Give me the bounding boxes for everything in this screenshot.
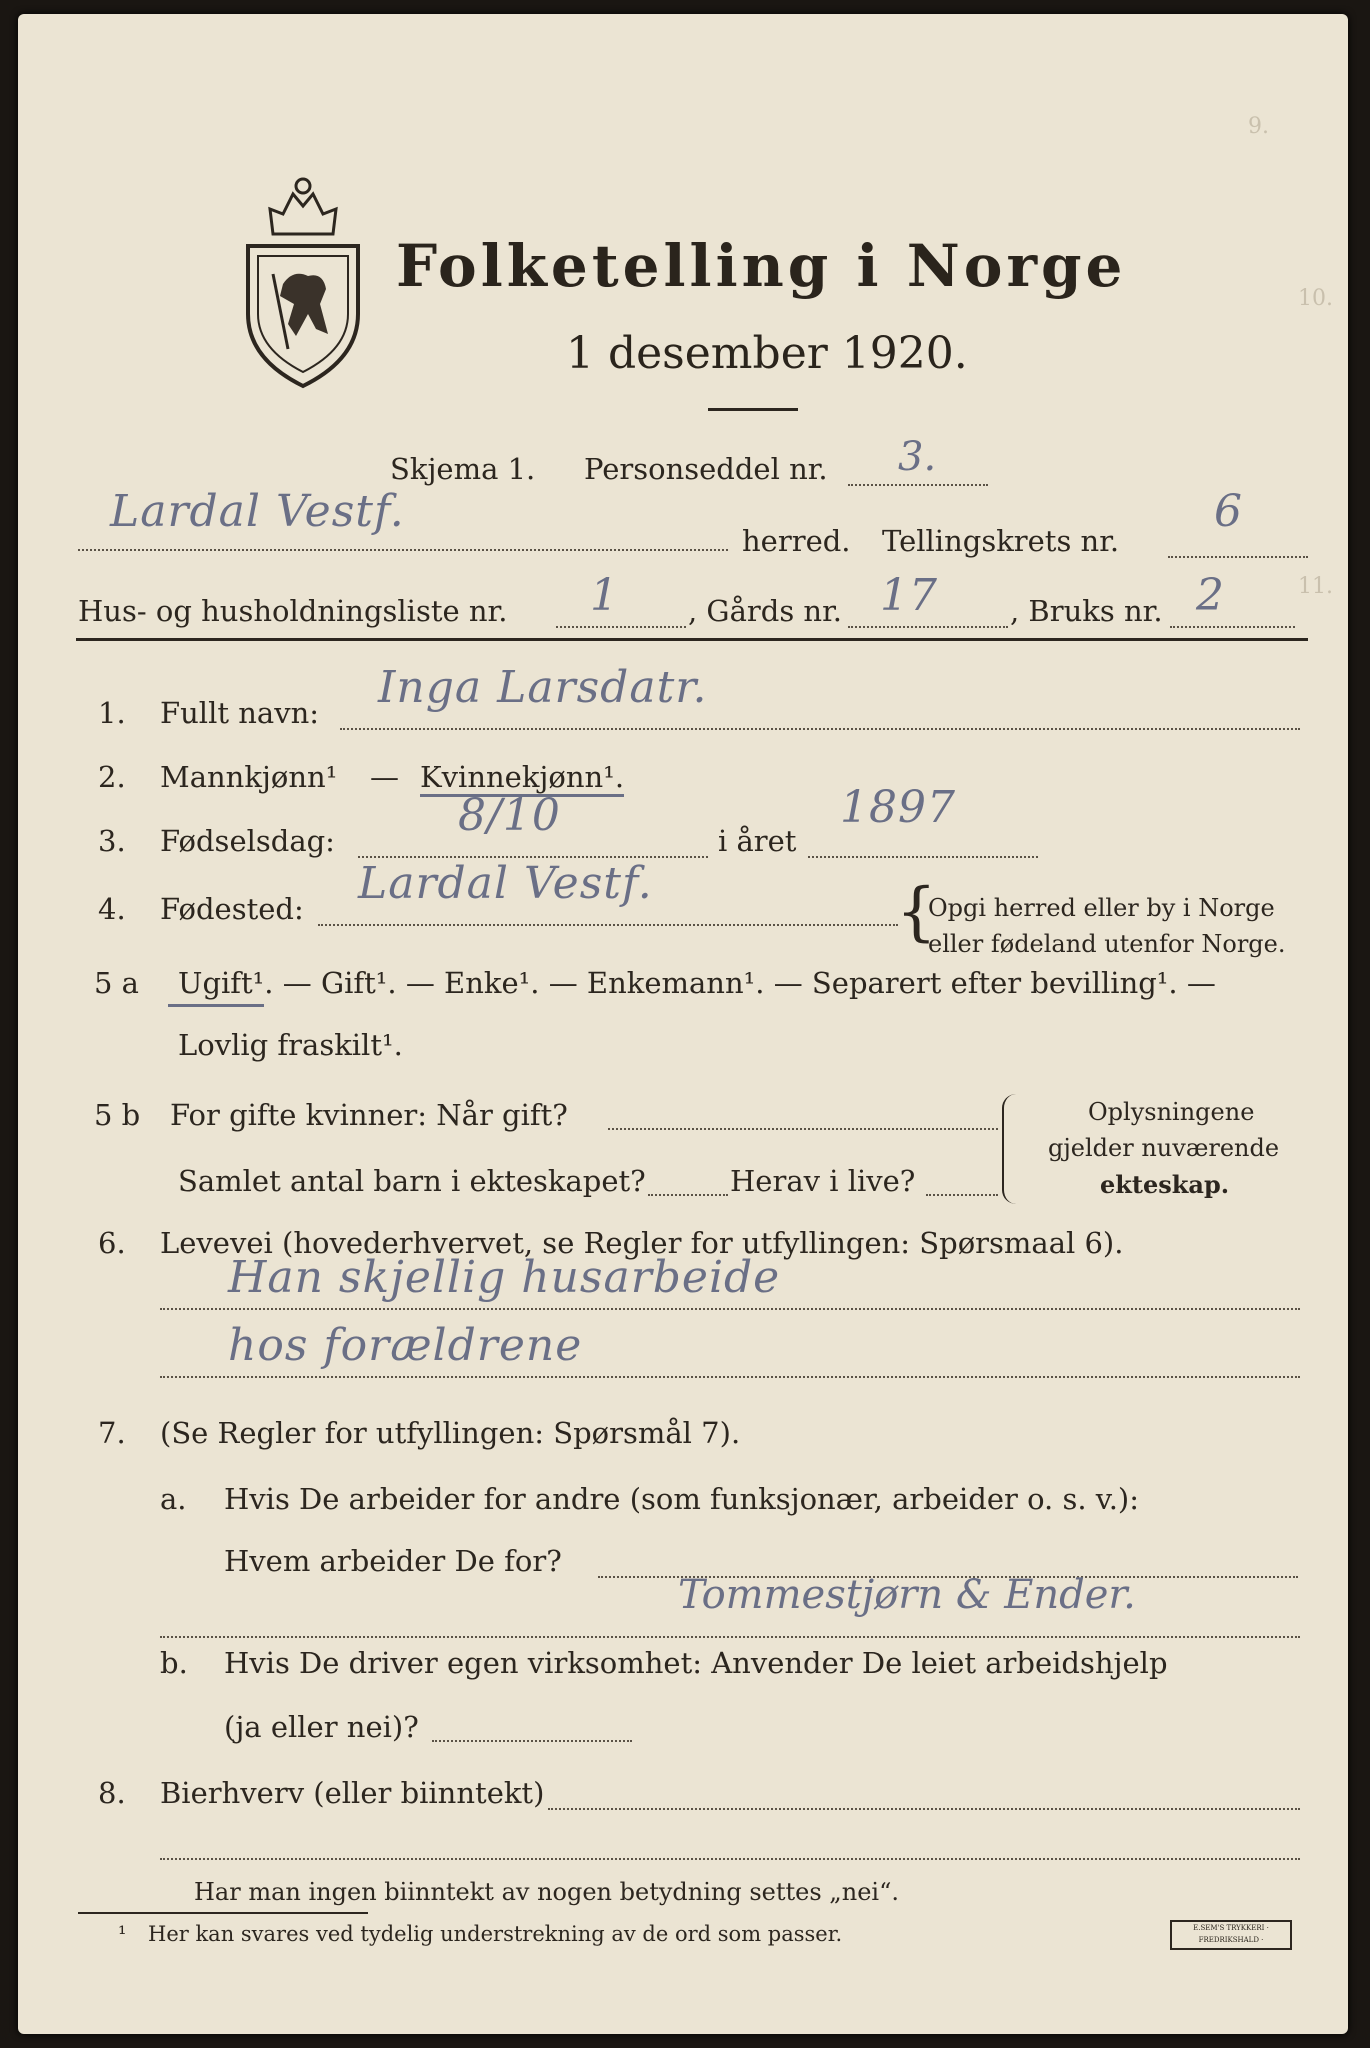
printer-stamp bbox=[1170, 1920, 1292, 1950]
herred-label: herred. bbox=[742, 524, 851, 558]
q3-year-line bbox=[808, 856, 1038, 858]
q5b-children-line bbox=[648, 1194, 728, 1196]
bleed-through-text: 9. bbox=[1248, 114, 1269, 139]
q6-line-1 bbox=[160, 1308, 1300, 1310]
q7a-text: Hvis De arbeider for andre (som funksjonær, arbeider o. s. v.): bbox=[224, 1482, 1140, 1516]
q7a-question: Hvem arbeider De for? bbox=[224, 1544, 562, 1578]
q3-birthday[interactable]: 8/10 bbox=[458, 790, 561, 841]
q4-note-2: eller fødeland utenfor Norge. bbox=[928, 930, 1286, 958]
footer-note: Har man ingen biinntekt av nogen betydning settes „nei“. bbox=[194, 1878, 899, 1906]
q5b-note-1: Oplysningene bbox=[1088, 1098, 1255, 1126]
q7b-line bbox=[432, 1740, 632, 1742]
bruks-label: , Bruks nr. bbox=[1010, 594, 1163, 628]
q5a-options: Ugift¹. — Gift¹. — Enke¹. — Enkemann¹. — Separert efter bevilling¹. — bbox=[178, 966, 1216, 1000]
herred-line bbox=[78, 549, 728, 551]
q6-line-2 bbox=[160, 1376, 1300, 1378]
q2-mann: Mannkjønn¹ bbox=[160, 760, 338, 794]
hus-label: Hus- og husholdningsliste nr. bbox=[78, 594, 508, 628]
q7-number: 7. bbox=[98, 1416, 126, 1450]
q7b-question: (ja eller nei)? bbox=[224, 1710, 419, 1744]
form-title: Folketelling i Norge bbox=[396, 232, 1127, 300]
q7a-employer[interactable]: Tommestjørn & Ender. bbox=[678, 1572, 1136, 1618]
q2-number: 2. bbox=[98, 760, 126, 794]
section-divider bbox=[76, 638, 1308, 641]
footnote-mark: ¹ bbox=[118, 1922, 127, 1946]
q4-label: Fødested: bbox=[160, 892, 304, 926]
q7-label: (Se Regler for utfyllingen: Spørsmål 7). bbox=[160, 1416, 741, 1450]
q3-birth-year[interactable]: 1897 bbox=[840, 782, 956, 833]
q5b-alive-line bbox=[926, 1194, 998, 1196]
q6-number: 6. bbox=[98, 1226, 126, 1260]
q2-kvinne: Kvinnekjønn¹. bbox=[420, 760, 624, 797]
q6-label: Levevei (hovederhvervet, se Regler for utfyllingen: Spørsmaal 6). bbox=[160, 1226, 1124, 1260]
q8-line-2 bbox=[160, 1858, 1300, 1860]
q5a-number: 5 a bbox=[94, 966, 139, 1000]
q1-label: Fullt navn: bbox=[160, 696, 320, 730]
q3-number: 3. bbox=[98, 824, 126, 858]
q5b-number: 5 b bbox=[94, 1098, 141, 1132]
bleed-through-text: 10. bbox=[1298, 286, 1333, 311]
q8-line-1 bbox=[548, 1808, 1300, 1810]
tellingskrets-value[interactable]: 6 bbox=[1214, 486, 1243, 537]
gards-line bbox=[848, 626, 1008, 628]
q7a-line-2 bbox=[160, 1636, 1300, 1638]
census-form bbox=[18, 14, 1348, 2034]
bruks-line bbox=[1170, 626, 1295, 628]
q5b-note-3: ekteskap. bbox=[1100, 1170, 1230, 1199]
title-divider bbox=[708, 408, 798, 411]
q5a-ugift-underline bbox=[168, 1004, 264, 1007]
q6-occupation-2[interactable]: hos forældrene bbox=[228, 1320, 583, 1371]
personseddel-value[interactable]: 3. bbox=[898, 434, 937, 480]
hus-line bbox=[556, 626, 686, 628]
q5b-married-line bbox=[608, 1128, 998, 1130]
footnote: Her kan svares ved tydelig understrekning av de ord som passer. bbox=[148, 1922, 843, 1946]
q2-dash: — bbox=[370, 760, 399, 794]
hus-value[interactable]: 1 bbox=[590, 570, 619, 621]
q5b-children-label: Samlet antal barn i ekteskapet? bbox=[178, 1164, 646, 1198]
q4-number: 4. bbox=[98, 892, 126, 926]
bruks-value[interactable]: 2 bbox=[1196, 570, 1225, 621]
personseddel-label: Personseddel nr. bbox=[584, 452, 828, 486]
herred-value[interactable]: Lardal Vestf. bbox=[110, 486, 405, 537]
q3-year-label: i året bbox=[718, 824, 797, 858]
q7b-text: Hvis De driver egen virksomhet: Anvender De leiet arbeidshjelp bbox=[224, 1646, 1168, 1680]
q7a-letter: a. bbox=[160, 1482, 187, 1516]
q5a-options-2: Lovlig fraskilt¹. bbox=[178, 1028, 403, 1062]
personseddel-line bbox=[848, 484, 988, 486]
q5b-brace bbox=[1002, 1094, 1022, 1204]
printer-stamp-text: E.SEM'S TRYKKERI · FREDRIKSHALD · bbox=[1193, 1924, 1269, 1944]
tellingskrets-line bbox=[1168, 556, 1308, 558]
q1-full-name[interactable]: Inga Larsdatr. bbox=[378, 662, 708, 713]
form-date: 1 desember 1920. bbox=[566, 328, 968, 379]
tellingskrets-label: Tellingskrets nr. bbox=[882, 524, 1120, 558]
q3-label: Fødselsdag: bbox=[160, 824, 335, 858]
q4-line bbox=[318, 924, 898, 926]
gards-value[interactable]: 17 bbox=[880, 570, 938, 621]
q4-note-1: Opgi herred eller by i Norge bbox=[928, 894, 1275, 922]
skjema-label: Skjema 1. bbox=[390, 452, 536, 486]
q5b-married-label: For gifte kvinner: Når gift? bbox=[170, 1098, 568, 1132]
q5b-note-2: gjelder nuværende bbox=[1048, 1134, 1280, 1162]
coat-of-arms-icon bbox=[228, 164, 378, 394]
q5b-alive-label: Herav i live? bbox=[730, 1164, 916, 1198]
q4-brace: { bbox=[896, 875, 937, 949]
q1-line bbox=[340, 728, 1300, 730]
gards-label: , Gårds nr. bbox=[688, 594, 842, 628]
q6-occupation-1[interactable]: Han skjellig husarbeide bbox=[228, 1252, 781, 1303]
footer-divider bbox=[78, 1912, 368, 1914]
q7b-letter: b. bbox=[160, 1646, 188, 1680]
q4-birthplace[interactable]: Lardal Vestf. bbox=[358, 858, 653, 909]
q8-number: 8. bbox=[98, 1776, 126, 1810]
bleed-through-text: 11. bbox=[1298, 574, 1333, 599]
q1-number: 1. bbox=[98, 696, 126, 730]
q8-label: Bierhverv (eller biinntekt) bbox=[160, 1776, 545, 1810]
